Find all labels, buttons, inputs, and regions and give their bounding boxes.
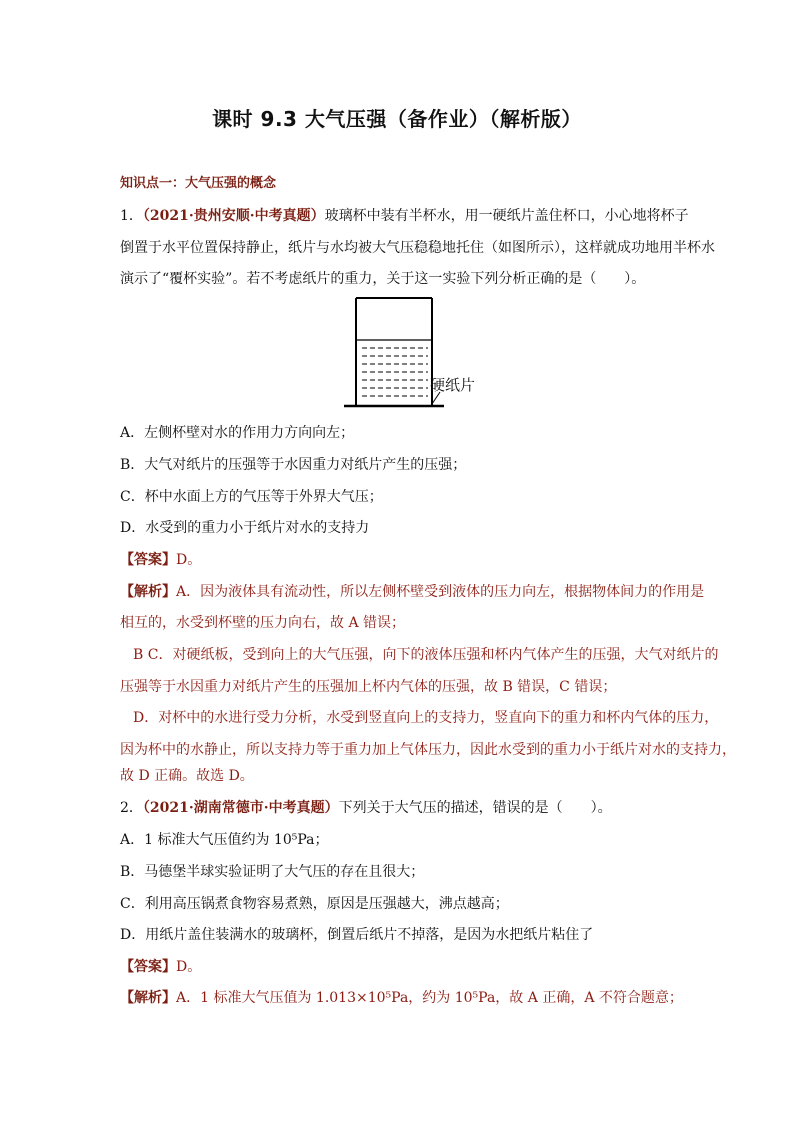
page-title: 课时 9.3 大气压强（备作业）（解析版） [212, 107, 582, 131]
q2-number: 2． [120, 800, 143, 816]
q2-answer [120, 957, 201, 977]
q1-option-c: C．杯中水面上方的气压等于外界大气压； [120, 489, 383, 505]
q2-option-a: A．1 标准大气压值约为 10⁵Pa； [120, 832, 329, 848]
q2-option-d: D．用纸片盖住装满水的玻璃杯，倒置后纸片不掉落，是因为水把纸片粘住了 [120, 927, 594, 943]
q2-source: （2021·湖南常德市·中考真题） [142, 800, 339, 816]
q1-analysis-5: 因为杯中的水静止，所以支持力等于重力加上气体压力，因此水受到的重力小于纸片对水的支持力， [120, 742, 736, 758]
q1-option-d: D．水受到的重力小于纸片对水的支持力 [120, 520, 370, 536]
q2-option-c: C．利用高压锅煮食物容易煮熟，原因是压强越大，沸点越高； [120, 896, 509, 912]
q1-option-a: A．左侧杯壁对水的作用力方向向左； [120, 425, 355, 441]
q1-stem-1: 玻璃杯中装有半杯水，用一硬纸片盖住杯口，小心地将杯子 [324, 208, 689, 224]
q1-answer [120, 550, 201, 570]
q1-analysis-6: 故 D 正确。故选 D。 [120, 768, 254, 784]
q2-stem [120, 798, 612, 818]
q1-analysis-3: 压强等于水因重力对纸片产生的压强加上杯内气体的压强，故 B 错误，C 错误； [120, 679, 617, 695]
q2-stem-text: 下列关于大气压的描述，错误的是（ ）。 [338, 800, 612, 816]
figure-label: 硬纸片 [430, 376, 476, 394]
q1-analysis-4: D．对杯中的水进行受力分析，水受到竖直向上的支持力，竖直向下的重力和杯内气体的压力， [133, 710, 719, 726]
q2-option-b: B．马德堡半球实验证明了大气压的存在且很大； [120, 864, 425, 880]
q1-stem-2: 倒置于水平位置保持静止，纸片与水均被大气压稳稳地托住（如图所示），这样就成功地用半杯水 [120, 240, 715, 256]
section-heading: 知识点一：大气压强的概念 [120, 176, 277, 191]
q2-answer-label: 【答案】 [120, 959, 176, 975]
q1-analysis-0: A．因为液体具有流动性，所以左侧杯壁受到液体的压力向左，根据物体间力的作用是 [176, 584, 705, 600]
q1-answer-label: 【答案】 [120, 552, 176, 568]
q1-analysis-line [120, 582, 704, 602]
q2-answer-value: D。 [176, 959, 202, 975]
q2-analysis-label: 【解析】 [120, 990, 176, 1006]
cup-experiment-figure [340, 296, 450, 416]
q1-number: 1． [120, 208, 143, 224]
q1-analysis-1: 相互的，水受到杯壁的压力向右，故 A 错误； [120, 615, 406, 631]
q1-analysis-label: 【解析】 [120, 584, 176, 600]
q1-analysis-2: B C．对硬纸板，受到向上的大气压强，向下的液体压强和杯内气体产生的压强，大气对纸片的 [133, 647, 719, 663]
q2-analysis-line [120, 988, 683, 1008]
q1-option-b: B．大气对纸片的压强等于水因重力对纸片产生的压强； [120, 457, 467, 473]
q1-stem-3: 演示了“覆杯实验”。若不考虑纸片的重力，关于这一实验下列分析正确的是（ ）。 [120, 271, 646, 287]
q2-analysis-0: A．1 标准大气压值为 1.013×10⁵Pa，约为 10⁵Pa，故 A 正确，A 不符合题意； [176, 990, 683, 1006]
q1-source: （2021·贵州安顺·中考真题） [142, 208, 325, 224]
q1-answer-value: D。 [176, 552, 202, 568]
q1-line1 [120, 206, 689, 226]
